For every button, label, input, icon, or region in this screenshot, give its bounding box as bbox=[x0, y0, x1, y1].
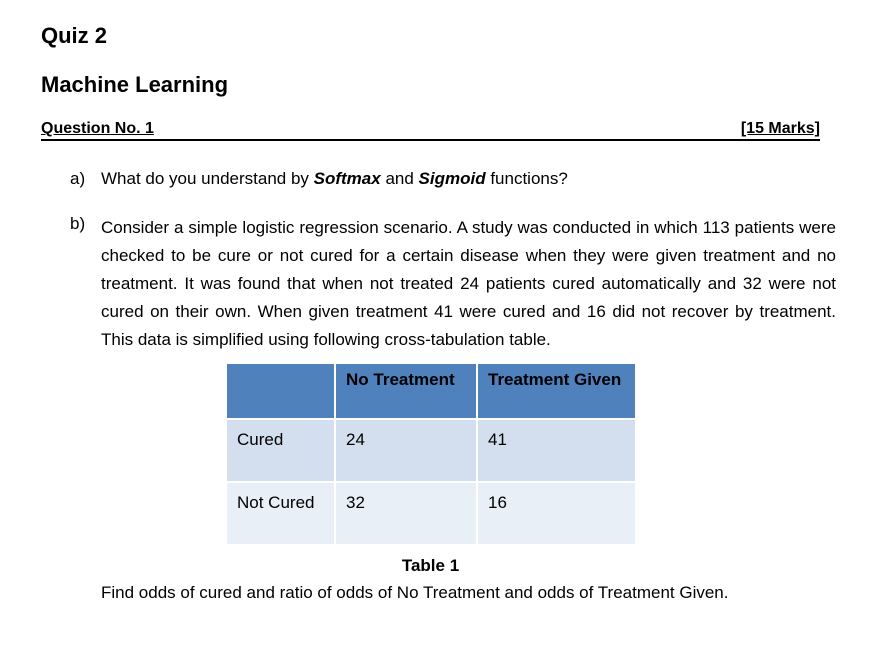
cross-tabulation-table bbox=[225, 362, 637, 546]
table-header-empty bbox=[226, 363, 335, 419]
table-cell: Not Cured bbox=[226, 482, 335, 545]
table-header-no-treatment: No Treatment bbox=[335, 363, 477, 419]
part-a-text-after: functions? bbox=[485, 169, 568, 188]
part-a-text-before: What do you understand by bbox=[101, 169, 314, 188]
final-question: Find odds of cured and ratio of odds of No Treatment and odds of Treatment Given. bbox=[101, 583, 729, 602]
table-header-row bbox=[226, 363, 636, 419]
table-header-treatment-given: Treatment Given bbox=[477, 363, 636, 419]
table-cell: 16 bbox=[477, 482, 636, 545]
table-cell: 41 bbox=[477, 419, 636, 482]
table-cell: Cured bbox=[226, 419, 335, 482]
question-number: Question No. 1 bbox=[41, 120, 154, 137]
part-a-label: a) bbox=[70, 169, 86, 188]
table-row bbox=[226, 482, 636, 545]
part-b-paragraph: Consider a simple logistic regression scenario. A study was conducted in which 113 patients were checked to be cure or not cured for a certain disease when they were given treatment and no treatment. It was found that when not treated 24 patients cured automatically and 32 were not cured on their own. When given treatment 41 were cured and 16 did not recover by treatment. This data is simplified using following cross-tabulation table. bbox=[101, 218, 836, 349]
part-b-label: b) bbox=[70, 214, 86, 233]
table-caption-container bbox=[0, 556, 887, 576]
question-marks: [15 Marks] bbox=[740, 120, 820, 137]
part-a-text-middle: and bbox=[380, 169, 419, 188]
question-header bbox=[41, 120, 820, 141]
subject-title: Machine Learning bbox=[41, 72, 229, 97]
quiz-title: Quiz 2 bbox=[41, 23, 108, 48]
table-caption: Table 1 bbox=[401, 556, 460, 575]
table-cell: 24 bbox=[335, 419, 477, 482]
softmax-term: Softmax bbox=[313, 169, 381, 188]
part-a bbox=[70, 169, 568, 189]
sigmoid-term: Sigmoid bbox=[418, 169, 486, 188]
table-row bbox=[226, 419, 636, 482]
table-cell: 32 bbox=[335, 482, 477, 545]
